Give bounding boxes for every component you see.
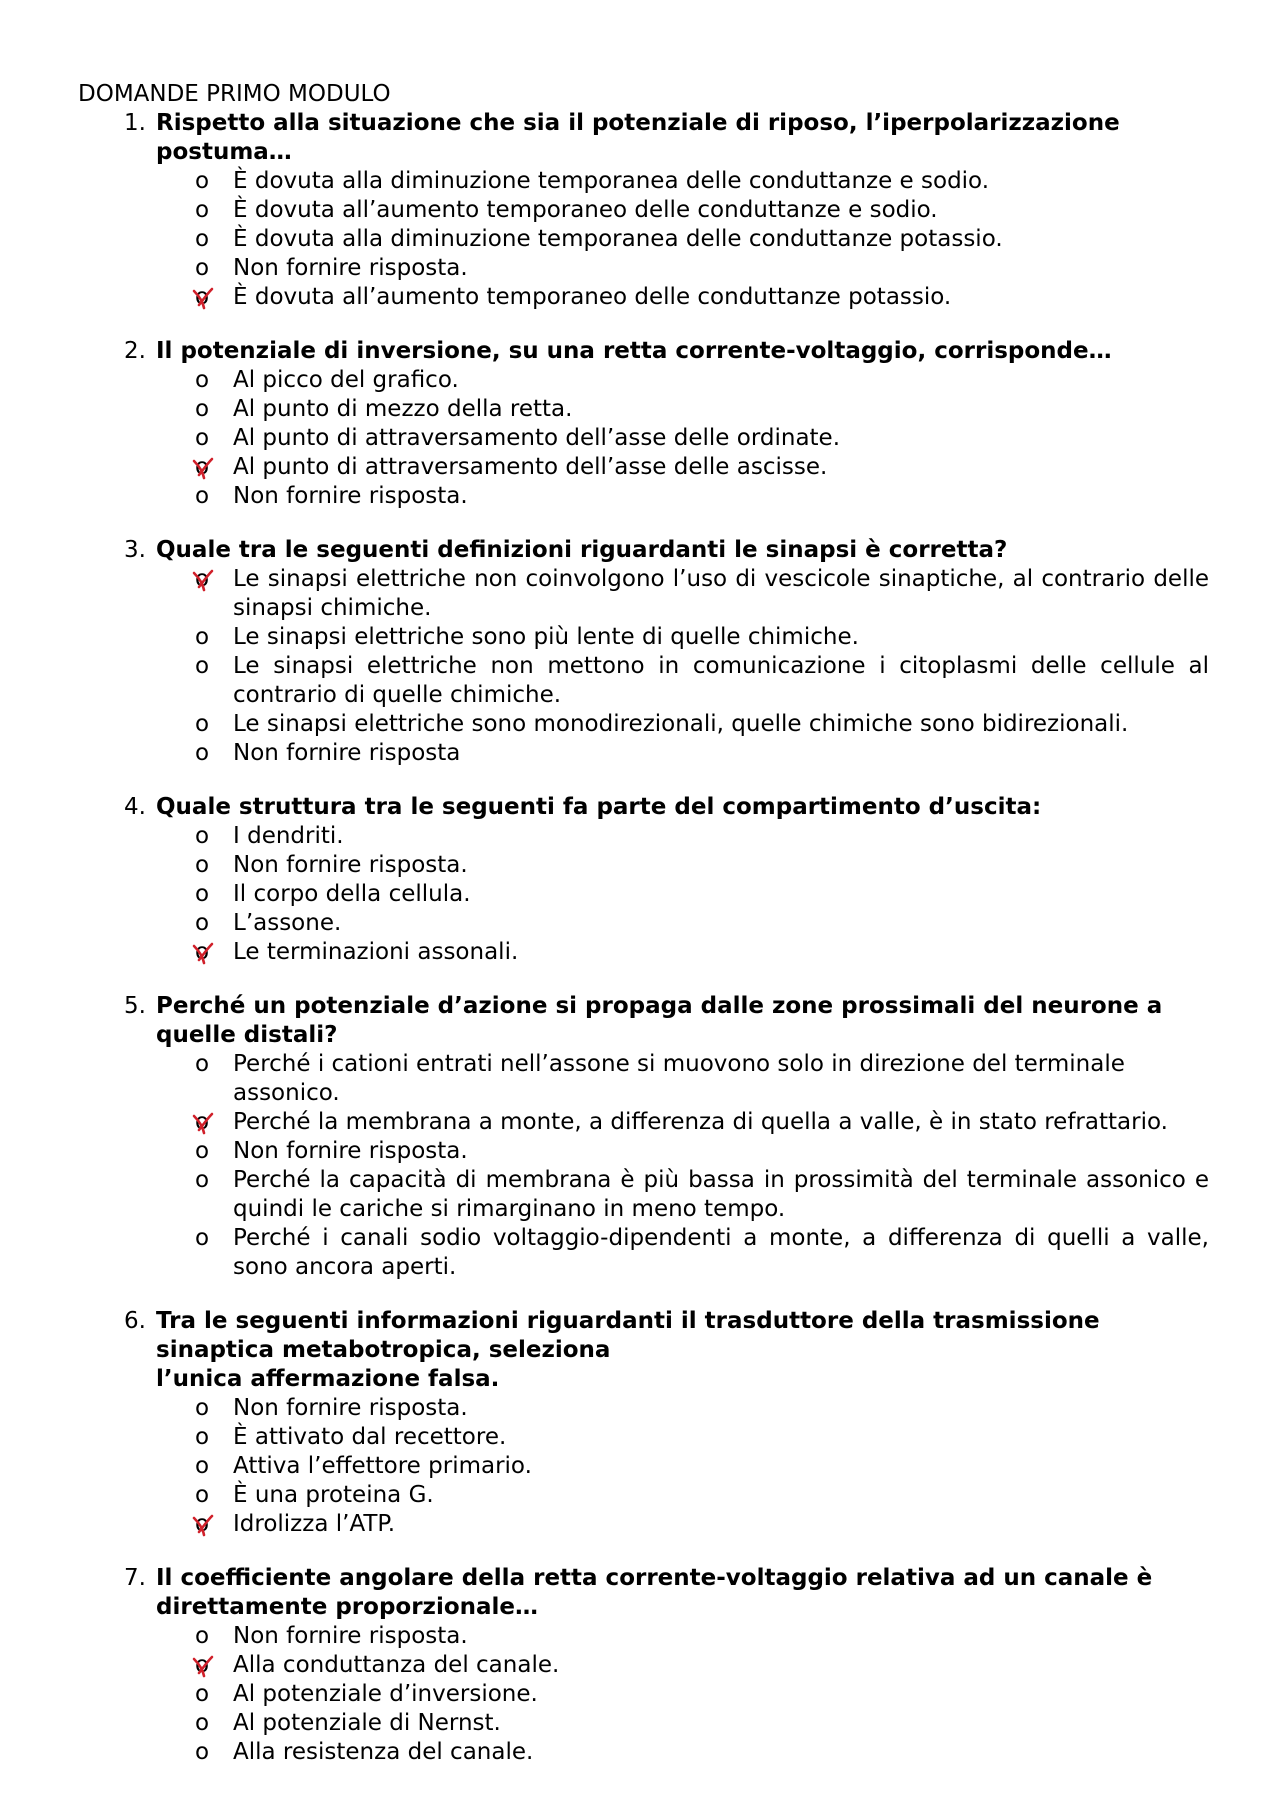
option-text: Alla resistenza del canale.	[233, 1739, 534, 1765]
question-6	[0, 1307, 1280, 1539]
question-text-line: l’unica affermazione falsa.	[156, 1366, 500, 1392]
question-text-line: Il potenziale di inversione, su una retta corrente-voltaggio, corrisponde…	[156, 338, 1112, 364]
answer-option	[0, 851, 1280, 880]
answer-option	[0, 1680, 1280, 1709]
answer-option	[0, 167, 1280, 196]
question-7	[0, 1564, 1280, 1767]
bullet-icon: o	[195, 1623, 210, 1649]
question-3	[0, 536, 1280, 768]
bullet-icon: o	[195, 1424, 210, 1450]
option-text: Non fornire risposta.	[233, 255, 468, 281]
answer-option	[0, 822, 1280, 851]
option-text: È dovuta alla diminuzione temporanea delle conduttanze potassio.	[233, 226, 1003, 252]
question-text-line: quelle distali?	[156, 1022, 338, 1048]
answer-option	[0, 710, 1280, 739]
answer-option	[0, 1452, 1280, 1481]
answer-option	[0, 1423, 1280, 1452]
question-list	[0, 109, 1280, 1792]
option-list	[0, 1622, 1280, 1767]
answer-option	[0, 1224, 1280, 1282]
option-text: Perché i cationi entrati nell’assone si muovono solo in direzione del terminale assonico.	[233, 1051, 1125, 1106]
answer-option	[0, 254, 1280, 283]
answer-option	[0, 565, 1280, 623]
option-text: Non fornire risposta.	[233, 483, 468, 509]
option-text: L’assone.	[233, 910, 342, 936]
question-number: 7.	[124, 1565, 146, 1591]
question-text	[156, 536, 1176, 565]
option-text: Idrolizza l’ATP.	[233, 1511, 396, 1537]
answer-option	[0, 482, 1280, 511]
question-number: 5.	[124, 993, 146, 1019]
bullet-icon: o	[195, 1739, 210, 1765]
option-text: Le sinapsi elettriche non coinvolgono l’uso di vescicole sinaptiche, al contrario delle sinapsi chimiche.	[233, 566, 1209, 621]
red-check-mark-icon	[191, 1513, 215, 1537]
option-text: Non fornire risposta.	[233, 852, 468, 878]
bullet-icon: o	[195, 1109, 210, 1135]
question-5	[0, 992, 1280, 1282]
option-text: Le sinapsi elettriche sono monodirezionali, quelle chimiche sono bidirezionali.	[233, 711, 1129, 737]
bullet-icon: o	[195, 1051, 210, 1077]
question-text	[156, 337, 1176, 366]
question-text	[156, 109, 1176, 167]
option-text: Il corpo della cellula.	[233, 881, 471, 907]
bullet-icon: o	[195, 284, 210, 310]
bullet-icon: o	[195, 823, 210, 849]
bullet-icon: o	[195, 711, 210, 737]
option-text: Le sinapsi elettriche sono più lente di quelle chimiche.	[233, 624, 859, 650]
answer-option	[0, 1709, 1280, 1738]
option-list	[0, 1394, 1280, 1539]
answer-option	[0, 1651, 1280, 1680]
question-text-line: Perché un potenziale d’azione si propaga dalle zone prossimali del neurone a	[156, 993, 1163, 1019]
bullet-icon: o	[195, 1710, 210, 1736]
bullet-icon: o	[195, 255, 210, 281]
option-text: Perché i canali sodio voltaggio-dipendenti a monte, a differenza di quelli a valle, sono ancora aperti.	[233, 1225, 1209, 1280]
option-text: Attiva l’effettore primario.	[233, 1453, 532, 1479]
option-text: Al punto di attraversamento dell’asse delle ordinate.	[233, 425, 841, 451]
red-check-mark-icon	[191, 286, 215, 310]
bullet-icon: o	[195, 1453, 210, 1479]
answer-option	[0, 1394, 1280, 1423]
answer-option	[0, 623, 1280, 652]
option-text: È dovuta all’aumento temporaneo delle conduttanze potassio.	[233, 284, 952, 310]
option-list	[0, 565, 1280, 768]
option-text: Le terminazioni assonali.	[233, 939, 519, 965]
option-text: Non fornire risposta.	[233, 1138, 468, 1164]
bullet-icon: o	[195, 168, 210, 194]
bullet-icon: o	[195, 881, 210, 907]
question-text-line: postuma…	[156, 139, 292, 165]
question-2	[0, 337, 1280, 511]
question-text-line: Il coefficiente angolare della retta corrente-voltaggio relativa ad un canale è	[156, 1565, 1153, 1591]
option-list	[0, 1050, 1280, 1282]
option-text: È attivato dal recettore.	[233, 1424, 507, 1450]
question-text	[156, 992, 1176, 1050]
document-title: DOMANDE PRIMO MODULO	[78, 81, 391, 107]
bullet-icon: o	[195, 1167, 210, 1193]
bullet-icon: o	[195, 483, 210, 509]
answer-option	[0, 1108, 1280, 1137]
question-text-line: Quale struttura tra le seguenti fa parte del compartimento d’uscita:	[156, 794, 1042, 820]
option-text: Non fornire risposta.	[233, 1623, 468, 1649]
answer-option	[0, 1137, 1280, 1166]
bullet-icon: o	[195, 852, 210, 878]
bullet-icon: o	[195, 566, 210, 592]
bullet-icon: o	[195, 939, 210, 965]
option-text: Non fornire risposta.	[233, 1395, 468, 1421]
bullet-icon: o	[195, 1511, 210, 1537]
answer-option	[0, 424, 1280, 453]
option-text: Al potenziale di Nernst.	[233, 1710, 501, 1736]
option-text: Al punto di attraversamento dell’asse delle ascisse.	[233, 454, 828, 480]
bullet-icon: o	[195, 1652, 210, 1678]
bullet-icon: o	[195, 1138, 210, 1164]
question-text	[156, 1564, 1176, 1622]
red-check-mark-icon	[191, 941, 215, 965]
answer-option	[0, 880, 1280, 909]
question-number: 1.	[124, 110, 146, 136]
question-number: 3.	[124, 537, 146, 563]
answer-option	[0, 1738, 1280, 1767]
option-text: Alla conduttanza del canale.	[233, 1652, 560, 1678]
bullet-icon: o	[195, 1225, 210, 1251]
answer-option	[0, 283, 1280, 312]
question-4	[0, 793, 1280, 967]
red-check-mark-icon	[191, 1111, 215, 1135]
bullet-icon: o	[195, 197, 210, 223]
question-text	[156, 1307, 1176, 1394]
answer-option	[0, 1510, 1280, 1539]
answer-option	[0, 395, 1280, 424]
answer-option	[0, 453, 1280, 482]
option-text: I dendriti.	[233, 823, 344, 849]
option-text: È dovuta all’aumento temporaneo delle conduttanze e sodio.	[233, 197, 938, 223]
bullet-icon: o	[195, 425, 210, 451]
bullet-icon: o	[195, 910, 210, 936]
bullet-icon: o	[195, 396, 210, 422]
option-text: Le sinapsi elettriche non mettono in comunicazione i citoplasmi delle cellule al contrario di quelle chimiche.	[233, 653, 1209, 708]
bullet-icon: o	[195, 1482, 210, 1508]
answer-option	[0, 739, 1280, 768]
bullet-icon: o	[195, 367, 210, 393]
answer-option	[0, 1481, 1280, 1510]
answer-option	[0, 1050, 1280, 1108]
question-text-line: Quale tra le seguenti definizioni riguardanti le sinapsi è corretta?	[156, 537, 1008, 563]
answer-option	[0, 196, 1280, 225]
answer-option	[0, 1166, 1280, 1224]
answer-option	[0, 652, 1280, 710]
option-text: Perché la capacità di membrana è più bassa in prossimità del terminale assonico e quindi le cariche si rimarginano in meno tempo.	[233, 1167, 1209, 1222]
bullet-icon: o	[195, 1395, 210, 1421]
question-text	[156, 793, 1176, 822]
red-check-mark-icon	[191, 456, 215, 480]
red-check-mark-icon	[191, 568, 215, 592]
question-text-line: Rispetto alla situazione che sia il potenziale di riposo, l’iperpolarizzazione	[156, 110, 1120, 136]
option-text: È dovuta alla diminuzione temporanea delle conduttanze e sodio.	[233, 168, 990, 194]
bullet-icon: o	[195, 454, 210, 480]
option-text: Al potenziale d’inversione.	[233, 1681, 538, 1707]
question-text-line: direttamente proporzionale…	[156, 1594, 539, 1620]
bullet-icon: o	[195, 1681, 210, 1707]
question-number: 2.	[124, 338, 146, 364]
option-text: Perché la membrana a monte, a differenza di quella a valle, è in stato refrattario.	[233, 1109, 1168, 1135]
answer-option	[0, 366, 1280, 395]
bullet-icon: o	[195, 653, 210, 679]
option-text: Al picco del grafico.	[233, 367, 459, 393]
question-text-line: sinaptica metabotropica, seleziona	[156, 1337, 611, 1363]
question-1	[0, 109, 1280, 312]
answer-option	[0, 938, 1280, 967]
question-number: 4.	[124, 794, 146, 820]
question-number: 6.	[124, 1308, 146, 1334]
option-list	[0, 167, 1280, 312]
answer-option	[0, 225, 1280, 254]
option-list	[0, 366, 1280, 511]
option-text: È una proteina G.	[233, 1482, 434, 1508]
red-check-mark-icon	[191, 1654, 215, 1678]
answer-option	[0, 909, 1280, 938]
option-text: Al punto di mezzo della retta.	[233, 396, 573, 422]
option-text: Non fornire risposta	[233, 740, 461, 766]
question-text-line: Tra le seguenti informazioni riguardanti il trasduttore della trasmissione	[156, 1308, 1100, 1334]
bullet-icon: o	[195, 226, 210, 252]
bullet-icon: o	[195, 624, 210, 650]
bullet-icon: o	[195, 740, 210, 766]
answer-option	[0, 1622, 1280, 1651]
option-list	[0, 822, 1280, 967]
